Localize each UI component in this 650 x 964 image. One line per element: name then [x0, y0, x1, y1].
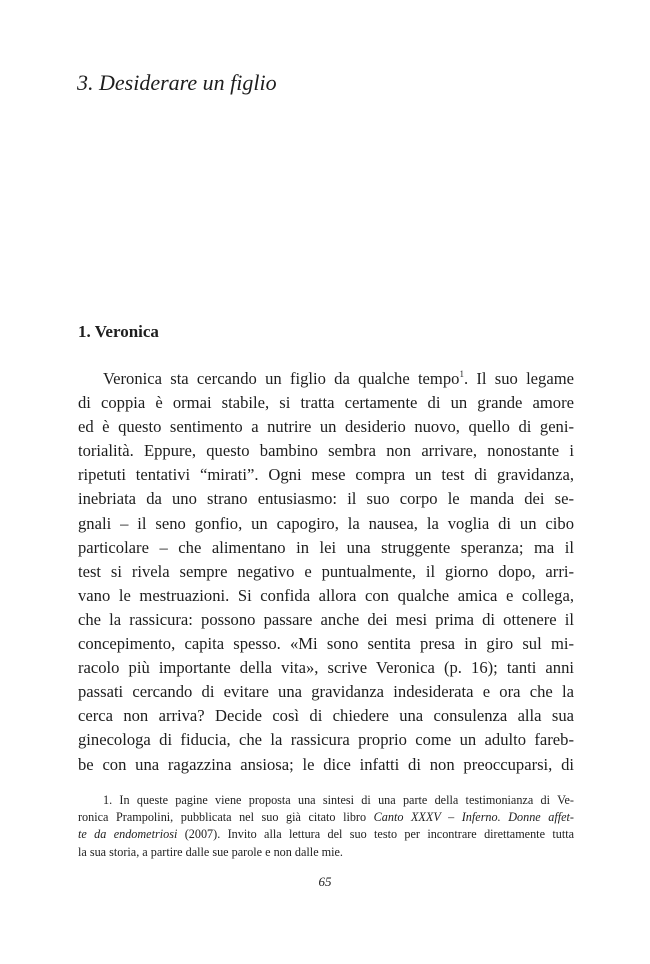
line-text: . Il suo legame	[463, 369, 574, 388]
paragraph-line: di coppia è ormai stabile, si tratta certamente di un grande amore	[78, 393, 574, 413]
body-paragraph	[78, 367, 574, 777]
footnote-line	[78, 809, 574, 826]
footnote-line	[78, 826, 574, 843]
paragraph-line	[78, 367, 574, 391]
book-title: te da endometriosi	[78, 827, 178, 842]
footnote-text: ronica Prampolini, pubblicata nel suo già citato libro	[78, 810, 374, 825]
footnote	[78, 792, 574, 861]
paragraph-line: cerca non arriva? Decide così di chiedere una consulenza alla sua	[78, 706, 574, 726]
paragraph-line: particolare – che alimentano in lei una struggente speranza; ma il	[78, 537, 574, 557]
line-text: Veronica sta cercando un figlio da qualche tempo	[103, 369, 460, 388]
paragraph-line: inebriata da uno strano entusiasmo: il suo corpo le manda dei se-	[78, 489, 574, 509]
paragraph-line: ripetuti tentativi “mirati”. Ogni mese compra un test di gravidanza,	[78, 465, 574, 485]
paragraph-line: test si rivela sempre negativo e puntualmente, il giorno dopo, arri-	[78, 561, 574, 581]
chapter-title: 3. Desiderare un figlio	[77, 70, 277, 95]
section-heading: 1. Veronica	[78, 322, 159, 341]
footnote-reference: 1	[459, 369, 464, 379]
paragraph-line: ed è questo sentimento a nutrire un desiderio nuovo, quello di geni-	[78, 417, 574, 437]
paragraph-line: gnali – il seno gonfio, un capogiro, la nausea, la voglia di un cibo	[78, 513, 574, 533]
footnote-line: 1. In queste pagine viene proposta una sintesi di una parte della testimonianza di Ve-	[103, 793, 574, 807]
footnote-text: (2007). Invito alla lettura del suo testo per incontrare direttamente tutta	[177, 827, 574, 842]
paragraph-line: passati cercando di evitare una gravidanza indesiderata e ora che la	[78, 682, 574, 702]
footnote-line: la sua storia, a partire dalle sue parole e non dalle mie.	[78, 844, 343, 859]
paragraph-line: ginecologa di fiducia, che la rassicura proprio come un adulto fareb-	[78, 730, 574, 750]
book-title: Canto XXXV – Inferno. Donne affet-	[373, 810, 574, 825]
page-number: 65	[318, 874, 332, 889]
paragraph-line: torialità. Eppure, questo bambino sembra non arrivare, nonostante i	[78, 441, 574, 461]
paragraph-line: racolo più importante della vita», scrive Veronica (p. 16); tanti anni	[78, 658, 574, 678]
paragraph-line: vano le mestruazioni. Si confida allora con qualche amica e collega,	[78, 585, 574, 605]
paragraph-line: concepimento, capita spesso. «Mi sono sentita presa in giro sul mi-	[78, 634, 574, 654]
paragraph-line: be con una ragazzina ansiosa; le dice infatti di non preoccuparsi, di	[78, 754, 574, 774]
paragraph-line: che la rassicura: possono passare anche dei mesi prima di ottenere il	[78, 609, 574, 629]
